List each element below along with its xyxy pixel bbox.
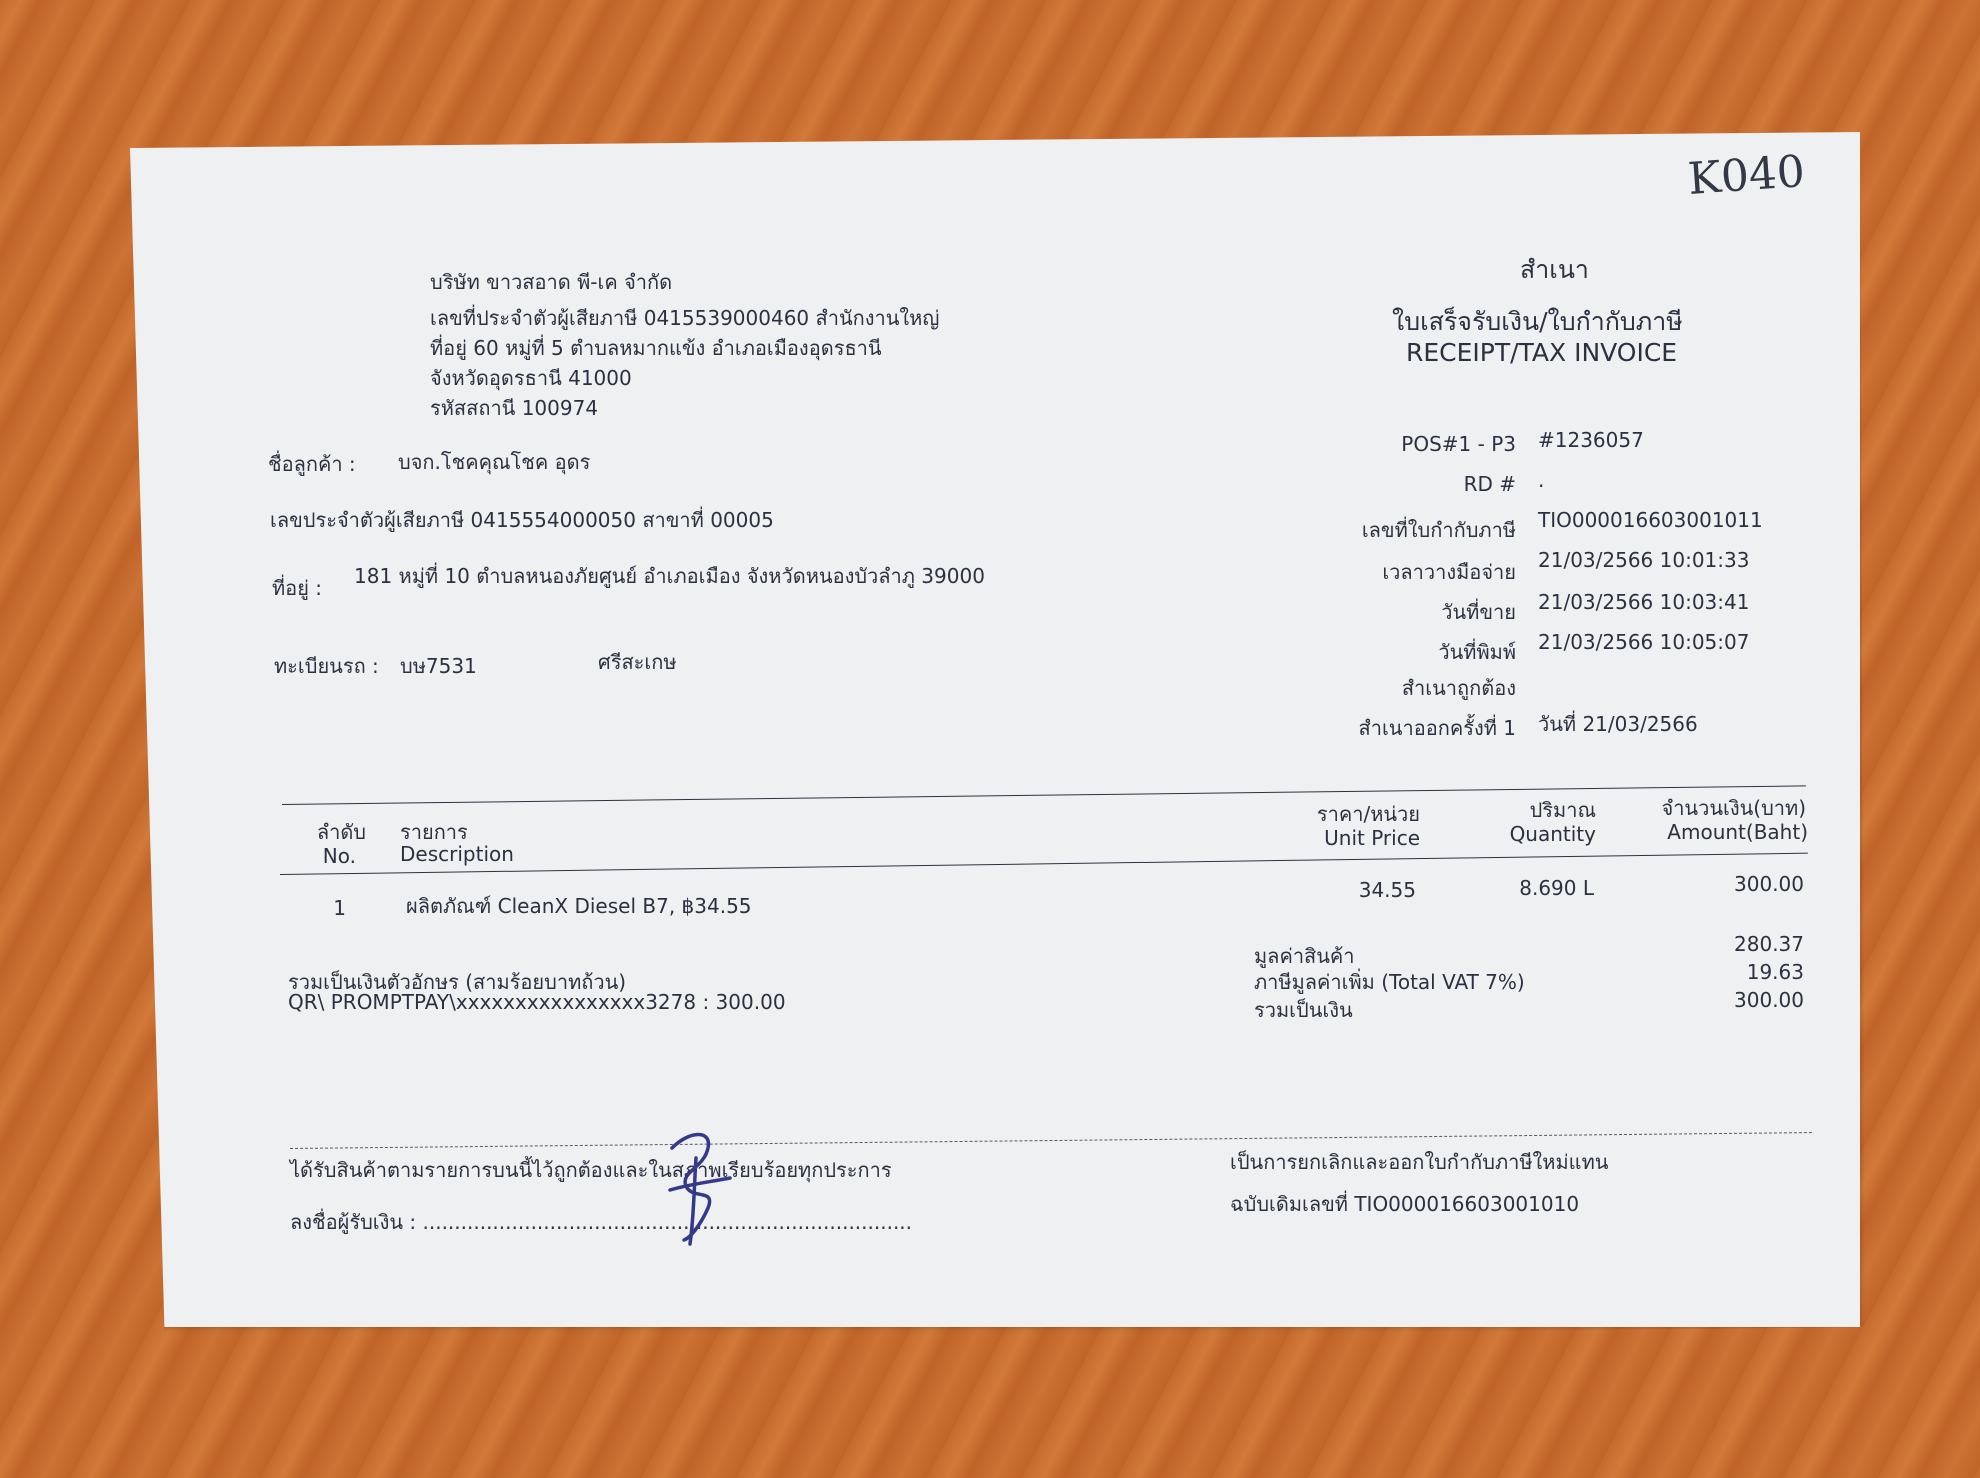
info-label-certified-copy: สำเนาถูกต้อง: [1401, 676, 1516, 700]
info-value-sale-date: 21/03/2566 10:03:41: [1538, 590, 1750, 614]
signature-mark: [650, 1128, 740, 1246]
header-amount-th: จำนวนเงิน(บาท): [1661, 796, 1806, 820]
header-desc-th: รายการ: [400, 820, 468, 844]
total-label-vat: ภาษีมูลค่าเพิ่ม (Total VAT 7%): [1254, 970, 1525, 994]
customer-tax-line: เลขประจำตัวผู้เสียภาษี 0415554000050 สาขาที่ 00005: [270, 508, 774, 532]
total-value-grand: 300.00: [1734, 988, 1804, 1012]
info-label-copy-issue: สำเนาออกครั้งที่ 1: [1358, 716, 1516, 740]
header-desc-en: Description: [400, 842, 514, 866]
doc-title-th: ใบเสร็จรับเงิน/ใบกำกับภาษี: [1392, 307, 1683, 336]
customer-address: 181 หมู่ที่ 10 ตำบลหนองภัยศูนย์ อำเภอเมือง จังหวัดหนองบัวลำภู 39000: [354, 564, 985, 588]
seller-address-2: จังหวัดอุดรธานี 41000: [430, 366, 632, 390]
plate-number: บษ7531: [400, 654, 477, 678]
doc-title-en: RECEIPT/TAX INVOICE: [1406, 338, 1678, 367]
info-value-copy-issue: วันที่ 21/03/2566: [1538, 712, 1698, 736]
info-label-sale-date: วันที่ขาย: [1441, 600, 1516, 624]
seller-address-1: ที่อยู่ 60 หมู่ที่ 5 ตำบลหมากแข้ง อำเภอเมืองอุดรธานี: [430, 336, 882, 360]
received-statement: ได้รับสินค้าตามรายการบนนี้ไว้ถูกต้องและในสภาพเรียบร้อยทุกประการ: [290, 1158, 892, 1182]
customer-address-label: ที่อยู่ :: [272, 576, 323, 600]
total-value-vat: 19.63: [1746, 960, 1804, 984]
info-value-invoice-no: TIO000016603001011: [1538, 508, 1763, 532]
info-value-pos: #1236057: [1538, 428, 1644, 452]
copy-label: สำเนา: [1520, 255, 1589, 284]
header-no-en: No.: [322, 844, 356, 868]
header-qty-en: Quantity: [1509, 822, 1596, 846]
amount-in-words: รวมเป็นเงินตัวอักษร (สามร้อยบาทถ้วน): [288, 970, 627, 994]
header-price-th: ราคา/หน่วย: [1316, 802, 1420, 826]
row-amount: 300.00: [1734, 872, 1804, 896]
row-quantity: 8.690 L: [1519, 876, 1594, 900]
seller-station-code: รหัสสถานี 100974: [430, 396, 599, 420]
header-qty-th: ปริมาณ: [1529, 798, 1596, 822]
handwritten-code: K040: [1686, 145, 1807, 206]
payment-line: QR\ PROMPTPAY\xxxxxxxxxxxxxxxx3278 : 300.00: [288, 990, 786, 1014]
total-value-subtotal: 280.37: [1734, 932, 1804, 956]
row-no: 1: [333, 896, 346, 920]
total-label-grand: รวมเป็นเงิน: [1254, 998, 1353, 1022]
signature-line: ลงชื่อผู้รับเงิน : .............................................................................: [290, 1210, 913, 1234]
info-value-nozzle-time: 21/03/2566 10:01:33: [1538, 548, 1750, 572]
total-label-subtotal: มูลค่าสินค้า: [1254, 944, 1355, 968]
header-amount-en: Amount(Baht): [1667, 820, 1808, 844]
header-no-th: ลำดับ: [316, 820, 366, 844]
seller-name: บริษัท ขาวสอาด พี-เค จำกัด: [430, 270, 673, 294]
cancel-note: เป็นการยกเลิกและออกใบกำกับภาษีใหม่แทน: [1230, 1150, 1609, 1174]
info-value-rd: .: [1538, 468, 1545, 492]
original-invoice-no: ฉบับเดิมเลขที่ TIO000016603001010: [1230, 1192, 1580, 1216]
plate-province: ศรีสะเกษ: [598, 650, 677, 674]
row-unit-price: 34.55: [1358, 878, 1416, 902]
info-label-rd: RD #: [1463, 472, 1516, 496]
plate-label: ทะเบียนรถ :: [274, 654, 379, 678]
info-label-print-date: วันที่พิมพ์: [1438, 640, 1516, 664]
info-label-nozzle-time: เวลาวางมือจ่าย: [1382, 560, 1516, 584]
info-label-pos: POS#1 - P3: [1401, 432, 1516, 456]
info-value-print-date: 21/03/2566 10:05:07: [1538, 630, 1750, 654]
info-label-invoice-no: เลขที่ใบกำกับภาษี: [1361, 518, 1516, 542]
header-price-en: Unit Price: [1324, 826, 1420, 850]
customer-name-label: ชื่อลูกค้า :: [268, 452, 356, 476]
seller-tax-line: เลขที่ประจำตัวผู้เสียภาษี 0415539000460 สำนักงานใหญ่: [430, 306, 940, 330]
customer-name: บจก.โชคคุณโชค อุดร: [398, 450, 591, 474]
row-description: ผลิตภัณฑ์ CleanX Diesel B7, ฿34.55: [406, 894, 752, 918]
